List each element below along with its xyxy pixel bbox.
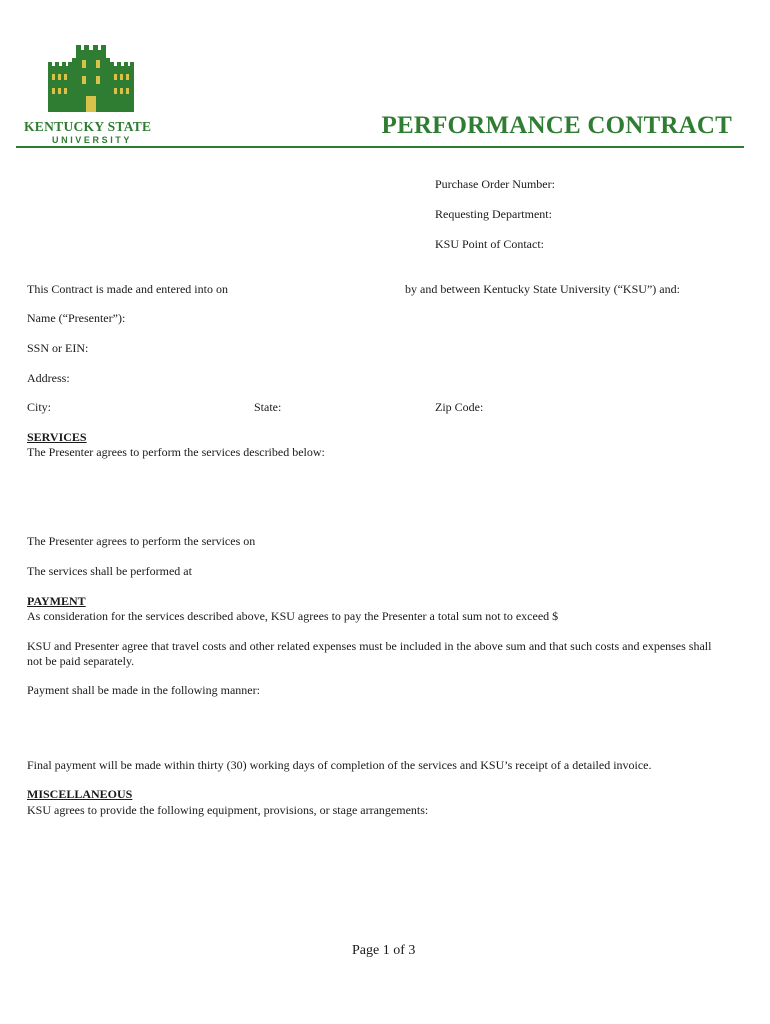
state-label: State:: [254, 400, 282, 414]
ssn-label: SSN or EIN:: [27, 341, 89, 355]
castle-icon: [46, 44, 136, 114]
services-location-label: The services shall be performed at: [27, 564, 192, 578]
final-payment-text: Final payment will be made within thirty (30) working days of completion of the services and KSU’s receipt of a detailed invoice.: [27, 758, 652, 772]
po-number-label: Purchase Order Number:: [435, 177, 555, 191]
services-description-label: The Presenter agrees to perform the services described below:: [27, 445, 325, 459]
logo-wordmark: KENTUCKY STATE: [24, 119, 152, 134]
services-heading: SERVICES: [27, 430, 87, 444]
presenter-name-label: Name (“Presenter”):: [27, 311, 126, 325]
misc-heading: MISCELLANEOUS: [27, 787, 133, 801]
intro-right: by and between Kentucky State University (“KSU”) and:: [405, 282, 680, 296]
logo-subword: UNIVERSITY: [52, 135, 133, 145]
header-divider: [16, 146, 744, 148]
ksu-logo: [24, 44, 164, 148]
department-label: Requesting Department:: [435, 207, 552, 221]
page-number: Page 1 of 3: [352, 943, 416, 958]
payment-heading: PAYMENT: [27, 594, 86, 608]
address-label: Address:: [27, 371, 70, 385]
city-label: City:: [27, 400, 52, 414]
payment-amount-label: As consideration for the services described above, KSU agrees to pay the Presenter a total sum not to exceed $: [27, 609, 559, 623]
zip-label: Zip Code:: [435, 400, 484, 414]
intro-left: This Contract is made and entered into on: [27, 282, 228, 296]
contact-label: KSU Point of Contact:: [435, 237, 545, 251]
payment-expenses-text: KSU and Presenter agree that travel costs and other related expenses must be included in the above sum and that such costs and expenses shall not be paid separately.: [27, 639, 712, 668]
page-title: PERFORMANCE CONTRACT: [381, 112, 732, 139]
payment-manner-label: Payment shall be made in the following manner:: [27, 683, 260, 697]
misc-equipment-label: KSU agrees to provide the following equipment, provisions, or stage arrangements:: [27, 803, 429, 817]
services-date-label: The Presenter agrees to perform the services on: [27, 534, 256, 548]
